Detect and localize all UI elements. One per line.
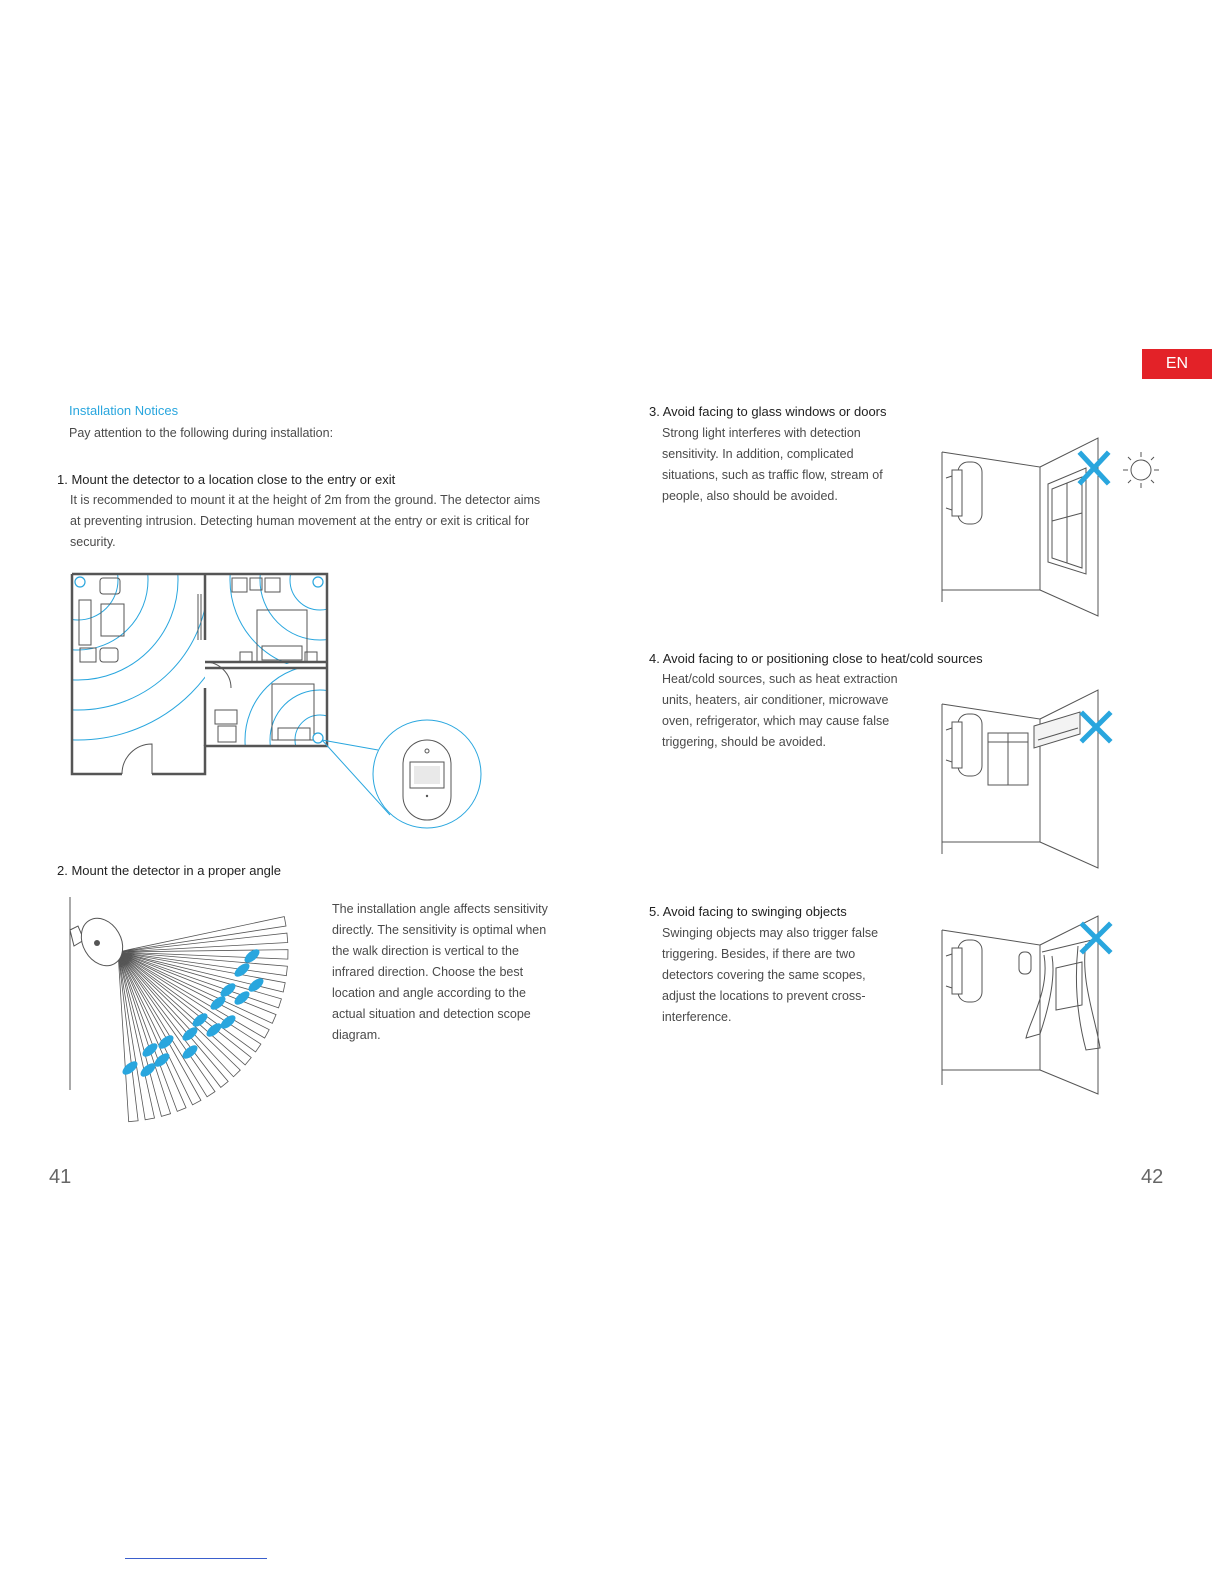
item2-heading: 2. Mount the detector in a proper angle	[57, 863, 282, 878]
item3-line: sensitivity. In addition, complicated	[662, 447, 854, 461]
item2-line: directly. The sensitivity is optimal when	[332, 923, 547, 937]
item2-line: The installation angle affects sensitivity	[332, 902, 548, 916]
item5-line: interference.	[662, 1010, 732, 1024]
item4-line: units, heaters, air conditioner, microwave	[662, 693, 889, 707]
item5-line: detectors covering the same scopes,	[662, 968, 866, 982]
item5-line: triggering. Besides, if there are two	[662, 947, 856, 961]
item3-heading: 3. Avoid facing to glass windows or doors	[649, 404, 887, 419]
item4-line: Heat/cold sources, such as heat extraction	[662, 672, 898, 686]
language-tab: EN	[1142, 349, 1212, 379]
intro-text: Pay attention to the following during installation:	[69, 426, 334, 440]
item1-heading: 1. Mount the detector to a location close to the entry or exit	[57, 472, 396, 487]
item2-line: actual situation and detection scope	[332, 1007, 531, 1021]
item2-line: location and angle according to the	[332, 986, 526, 1000]
item5-line: adjust the locations to prevent cross-	[662, 989, 866, 1003]
page-number-right: 42	[1141, 1166, 1164, 1188]
item2-line: diagram.	[332, 1028, 381, 1042]
item1-line: at preventing intrusion. Detecting human movement at the entry or exit is critical for	[70, 514, 530, 528]
section-title: Installation Notices	[69, 403, 179, 418]
item4-line: triggering, should be avoided.	[662, 735, 827, 749]
item3-line: Strong light interferes with detection	[662, 426, 861, 440]
page-number-left: 41	[49, 1166, 72, 1188]
item4-heading: 4. Avoid facing to or positioning close to heat/cold sources	[649, 651, 983, 666]
item2-line: infrared direction. Choose the best	[332, 965, 524, 979]
item3-line: situations, such as traffic flow, stream of	[662, 468, 883, 482]
footer-underline	[125, 1558, 267, 1559]
item1-line: security.	[70, 535, 116, 549]
item1-line: It is recommended to mount it at the height of 2m from the ground. The detector aims	[70, 493, 541, 507]
item5-line: Swinging objects may also trigger false	[662, 926, 879, 940]
item3-line: people, also should be avoided.	[662, 489, 838, 503]
item5-heading: 5. Avoid facing to swinging objects	[649, 904, 847, 919]
item2-line: the walk direction is vertical to the	[332, 944, 519, 958]
item4-line: oven, refrigerator, which may cause false	[662, 714, 890, 728]
